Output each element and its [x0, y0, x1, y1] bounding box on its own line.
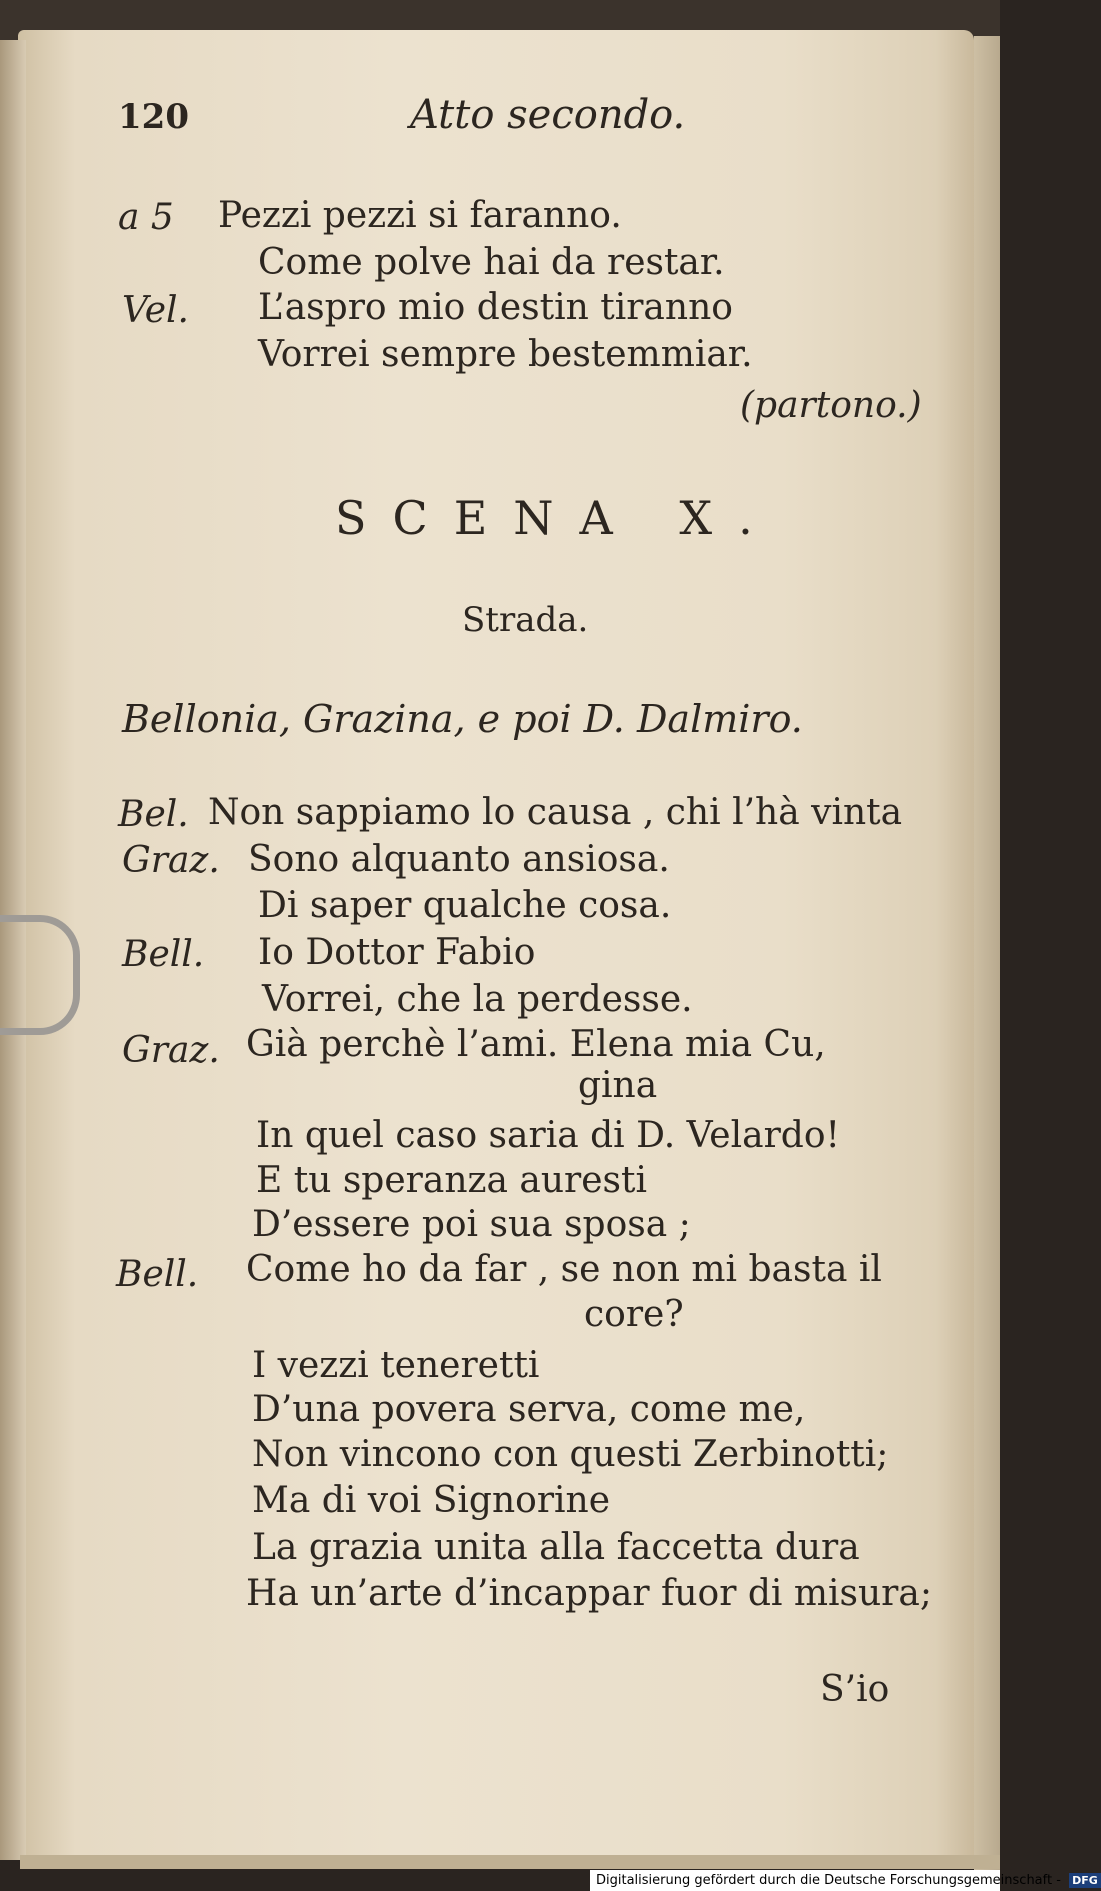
dialogue-line: Di saper qualche cosa.: [258, 885, 672, 926]
dialogue-line: core?: [584, 1294, 684, 1335]
page-stack-bottom: [20, 1855, 1000, 1869]
verse-line: Vorrei sempre bestemmiar.: [258, 334, 753, 375]
dialogue-line: Non vincono con questi Zerbinotti;: [252, 1434, 889, 1475]
dialogue-line: gina: [578, 1065, 658, 1106]
verse-line: L’aspro mio destin tiranno: [258, 287, 733, 328]
speaker-label: Bell.: [116, 1254, 199, 1295]
verse-line: Pezzi pezzi si faranno.: [218, 195, 622, 236]
dialogue-line: Vorrei, che la perdesse.: [262, 979, 693, 1020]
scene-characters: Bellonia, Grazina, e poi D. Dalmiro.: [122, 697, 803, 741]
digitization-footer: [590, 1870, 1098, 1891]
dialogue-line: Sono alquanto ansiosa.: [248, 839, 670, 880]
dialogue-line: In quel caso saria di D. Velardo!: [256, 1115, 840, 1156]
dfg-logo: DFG: [1069, 1873, 1101, 1888]
speaker-label: Graz.: [122, 840, 220, 881]
dialogue-line: E tu speranza auresti: [256, 1160, 647, 1201]
dialogue-line: Ma di voi Signorine: [252, 1480, 611, 1521]
dialogue-line: D’una povera serva, come me,: [252, 1389, 806, 1430]
dialogue-line: La grazia unita alla faccetta dura: [252, 1527, 860, 1568]
stage-direction: (partono.): [740, 385, 922, 426]
dialogue-line: D’essere poi sua sposa ;: [252, 1204, 691, 1245]
dialogue-line: Non sappiamo lo causa , chi l’hà vinta: [208, 792, 903, 833]
verse-line: Come polve hai da restar.: [258, 242, 725, 283]
speaker-label: Vel.: [122, 290, 189, 331]
dialogue-line: Io Dottor Fabio: [258, 932, 536, 973]
running-title: Atto secondo.: [410, 92, 686, 138]
scene-title: SCENA X.: [335, 491, 779, 545]
dialogue-line: Come ho da far , se non mi basta il: [246, 1249, 882, 1290]
page-stack-right: [974, 36, 1000, 1876]
speaker-label: a 5: [118, 197, 174, 238]
speaker-label: Bel.: [118, 794, 189, 835]
speaker-label: Bell.: [122, 934, 205, 975]
speaker-label: Graz.: [122, 1030, 220, 1071]
page-number: 120: [118, 97, 189, 137]
scene-place: Strada.: [462, 600, 589, 640]
page-clip-icon: [0, 915, 80, 1035]
dialogue-line: Già perchè l’ami. Elena mia Cu,: [246, 1024, 826, 1065]
footer-text: Digitalisierung gefördert durch die Deutsche Forschungsgemeinschaft -: [596, 1873, 1061, 1888]
dialogue-line: Ha un’arte d’incappar fuor di misura;: [246, 1573, 932, 1614]
catchword: S’io: [820, 1669, 890, 1710]
dialogue-line: I vezzi teneretti: [252, 1345, 540, 1386]
